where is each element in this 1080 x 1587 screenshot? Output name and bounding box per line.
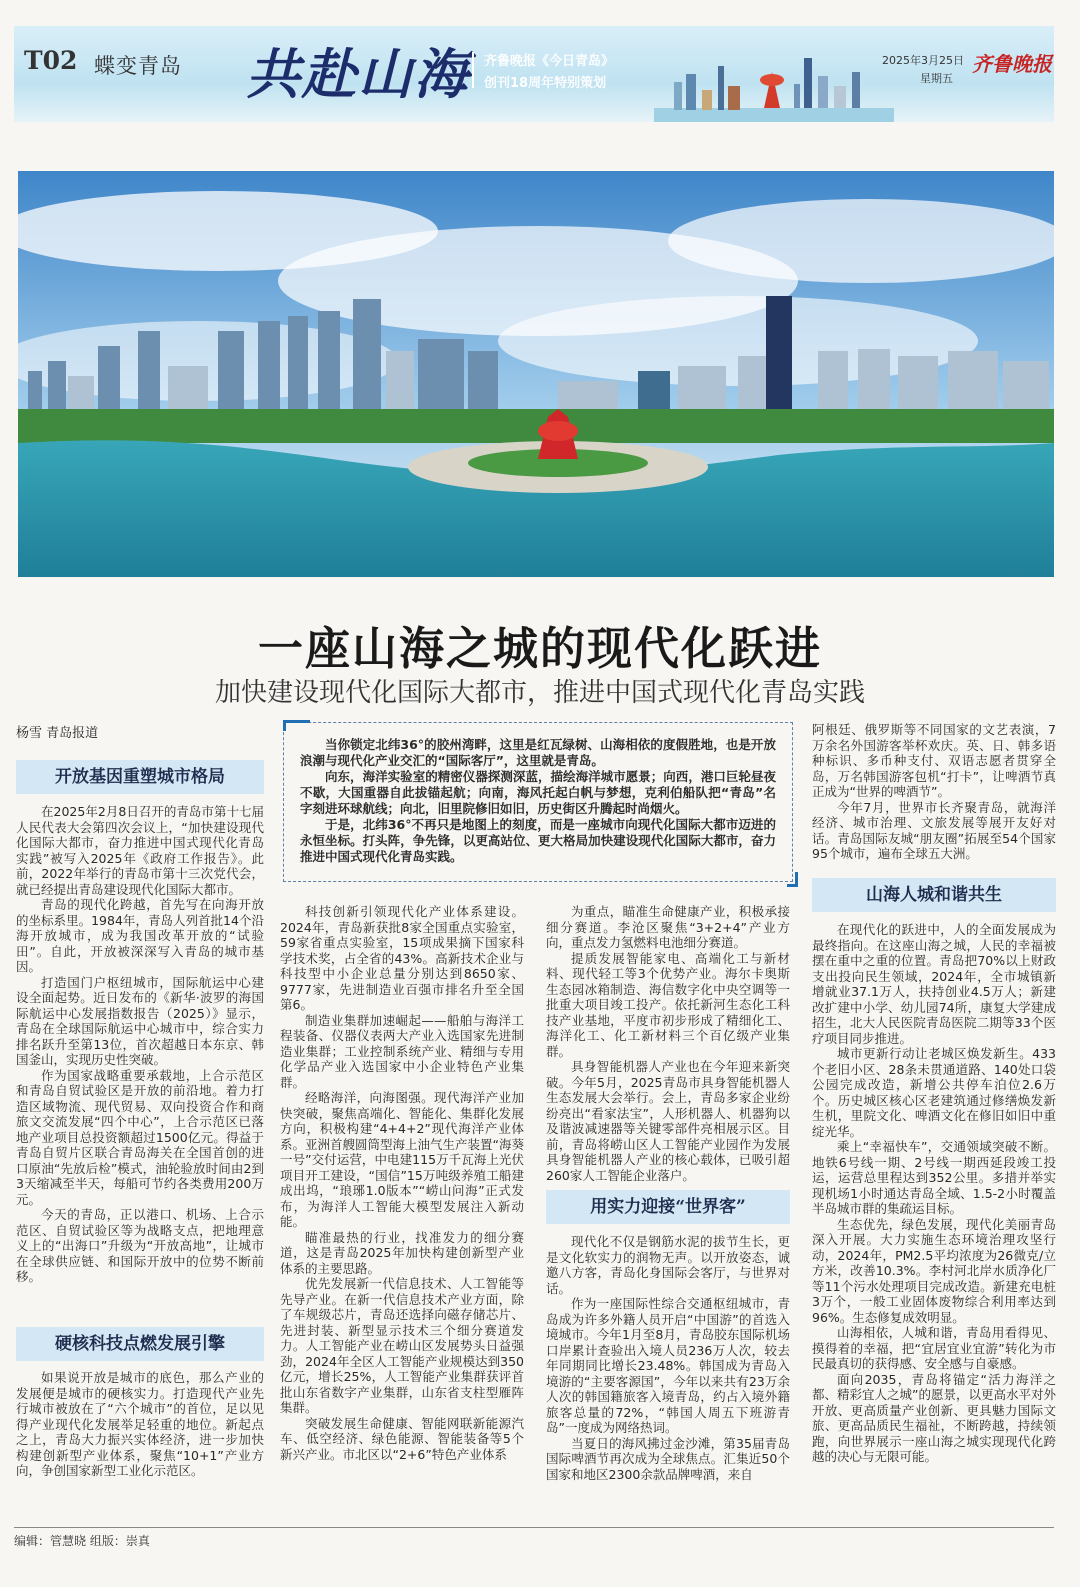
page-number: T02 [24,46,78,75]
paragraph: 在现代化的跃进中，人的全面发展成为最终指向。在这座山海之城，人民的幸福被摆在重中之重的位置。青岛把70%以上财政支出投向民生领域，2024年，全市城镇新增就业37.1万人，扶持创业4.5万人；新建改扩建中小学、幼儿园74所，康复大学建成招生，北大人民医院青岛医院二期等33个医疗项目同步推进。 [812,922,1056,1046]
paragraph: 今天的青岛，正以港口、机场、上合示范区、自贸试验区等为战略支点，把地理意义上的“出海口”升级为“开放高地”，让城市在全球供应链、和国际开放中的位势不断前移。 [16,1207,264,1284]
skyline-illustration [654,46,894,122]
paragraph: 如果说开放是城市的底色，那么产业的发展便是城市的硬核实力。打造现代产业先行城市被放在了“六个城市”的首位，足以见得产业现代化发展举足轻重的地位。新起点之上，青岛大力振兴实体经济，进一步加快构建创新型产业体系，聚焦“10+1”产业方向，争创国家新型工业化示范区。 [16,1370,264,1478]
calligraphy-title: 共赴山海 [246,42,470,106]
column-1-text [16,804,264,1316]
paragraph: 城市更新行动让老城区焕发新生。433个老旧小区、28条未贯通道路、140处口袋公园完成改造，新增公共停车泊位2.6万个。历史城区核心区老建筑通过修缮焕发新生机，里院文化、啤酒文化在修旧如旧中重绽光华。 [812,1046,1056,1139]
footer-credits: 编辑：管慧晓 组版：崇真 [14,1534,150,1548]
paragraph: 山海相依，人城和谐，青岛用看得见、摸得着的幸福，把“宜居宜业宜游”转化为市民最真切的获得感、安全感与自豪感。 [812,1325,1056,1371]
section-title-world: 用实力迎接“世界客” [546,1190,790,1224]
column-4-text-b [812,922,1056,1512]
section-title-tech: 硬核科技点燃发展引擎 [16,1327,264,1361]
city-photo [18,171,1054,577]
paragraph: 青岛的现代化跨越，首先写在向海开放的坐标系里。1984年，青岛人列首批14个沿海开放城市，成为我国改革开放的“试验田”。自此，开放被深深写入青岛的城市基因。 [16,897,264,974]
column-2-text [280,904,524,1510]
paragraph: 提质发展智能家电、高端化工与新材料、现代轻工等3个优势产业。海尔卡奥斯生态园冰箱制造、海信数字化中央空调等一批重大项目竣工投产。依托新河生态化工科技产业基地，平度市初步形成了精细化工、海洋化工、化工新材料三个百亿级产业集群。 [546,950,790,1059]
paragraph: 乘上“幸福快车”，交通领域突破不断。地铁6号线一期、2号线一期西延段竣工投运，运营总里程达到352公里。多措并举实现机场1小时通达青岛全域、1.5-2小时覆盖半岛城市群的集疏运目标。 [812,1139,1056,1216]
section-title-opening: 开放基因重塑城市格局 [16,760,264,794]
paragraph: 优先发展新一代信息技术、人工智能等先导产业。在新一代信息技术产业方面，除了车规级芯片，青岛还选择向磁存储芯片、先进封装、新型显示技术三个细分赛道发力。人工智能产业在崂山区发展势头日益强劲，2024年全区人工智能产业规模达到350亿元，增长25%，人工智能产业集群获评首批山东省数字产业集群，山东省支柱型雁阵集群。 [280,1276,524,1415]
column-4-text [812,722,1056,868]
paragraph: 瞄准最热的行业，找准发力的细分赛道，这是青岛2025年加快构建创新型产业体系的主要思路。 [280,1229,524,1276]
paragraph: 制造业集群加速崛起——船舶与海洋工程装备、仪器仪表两大产业入选国家先进制造业集群；工业控制系统产业、精细与专用化学品产业入选国家中小企业特色产业集群。 [280,1012,524,1090]
intro-text [300,737,776,865]
masthead [14,26,1054,122]
intro-corner-decoration [283,720,310,731]
paragraph: 打造国门户枢纽城市，国际航运中心建设全面起势。近日发布的《新华·波罗的海国际航运中心发展指数报告（2025）》显示，青岛在全球国际航运中心城市中，综合实力排名跃升至第13位，首次超越日本东京、韩国釜山，实现历史性突破。 [16,974,264,1067]
paragraph: 现代化不仅是钢筋水泥的拔节生长，更是文化软实力的润物无声。以开放姿态，诚邀八方客，青岛化身国际会客厅，与世界对话。 [546,1234,790,1296]
paragraph: 作为国家战略重要承载地，上合示范区和青岛自贸试验区是开放的前沿地。着力打造区域物流、现代贸易、双向投资合作和商旅文交流发展“四个中心”，上合示范区已落地产业项目总投资额超过1500亿元。得益于青岛自贸片区联合青岛海关在全国首创的进口原油“先放后检”模式，油轮验放时间由2到3天缩减至半天，每船可节约各类费用200万元。 [16,1067,264,1207]
newspaper-logo: 齐鲁晚报 [972,52,1052,76]
column-3-text [546,904,790,1184]
newspaper-line-2: 创刊18周年特别策划 [484,76,607,91]
section-name: 蝶变青岛 [94,54,182,78]
paragraph: 突破发展生命健康、智能网联新能源汽车、低空经济、绿色能源、智能装备等5个新兴产业。市北区以“2+6”特色产业体系 [280,1415,524,1462]
paragraph: 阿根廷、俄罗斯等不同国家的文艺表演，7万余名外国游客举杯欢庆。英、日、韩多语种标识、多币种支付、双语志愿者贯穿全岛，万名韩国游客包机“打卡”，让啤酒节真正成为“世界的啤酒节”。 [812,722,1056,799]
paragraph: 为重点，瞄准生命健康产业，积极承接细分赛道。李沧区聚焦“3+2+4”产业方向，重点发力氢燃料电池细分赛道。 [546,904,790,950]
issue-weekday: 星期五 [920,72,953,85]
newspaper-line-1: 齐鲁晚报《今日青岛》 [484,54,615,69]
issue-date: 2025年3月25日 [882,54,964,67]
paragraph: 经略海洋，向海图强。现代海洋产业加快突破，聚焦高端化、智能化、集群化发展方向，积极构建“4+4+2”现代海洋产业体系。亚洲首艘圆筒型海上油气生产装置“海葵一号”交付运营，中电建115万千瓦海上光伏项目开工建设，“国信”15万吨级养殖工船建成出坞，“琅琊1.0版本”“崂山问海”正式发布，为海洋人工智能大模型发展注入新动能。 [280,1090,524,1229]
paragraph: 作为一座国际性综合交通枢纽城市，青岛成为许多外籍人员开启“中国游”的首选入境城市。今年1月至8月，青岛胶东国际机场口岸累计查验出入境人员236万人次，较去年同期同比增长23.48%。韩国成为青岛入境游的“主要客源国”，今年以来共有23万余人次的韩国籍旅客入境青岛，约占入境外籍旅客总量的72%，“韩国人周五下班游青岛”一度成为网络热词。 [546,1296,790,1435]
paragraph: 今年7月，世界市长齐聚青岛，就海洋经济、城市治理、文旅发展等展开友好对话。青岛国际友城“朋友圈”拓展至54个国家95个城市，遍布全球五大洲。 [812,799,1056,861]
intro-paragraph: 于是，北纬36°不再只是地图上的刻度，而是一座城市向现代化国际大都市迈进的永恒坐标。打头阵，争先锋，以更高站位、更大格局加快建设现代化国际大都市，奋力推进中国式现代化青岛实践。 [300,817,776,864]
paragraph: 具身智能机器人产业也在今年迎来新突破。今年5月，2025青岛市具身智能机器人生态发展大会举行。会上，青岛多家企业纷纷亮出“看家法宝”，人形机器人、机器狗以及谐波减速器等关键零部件亮相展示区。目前，青岛将崂山区人工智能产业园作为发展具身智能机器人产业的核心载体，已吸引超260家人工智能企业落户。 [546,1059,790,1183]
section-title-harmony: 山海人城和谐共生 [812,878,1056,912]
paragraph: 科技创新引领现代化产业体系建设。2024年，青岛新获批8家全国重点实验室，59家省重点实验室，15项成果摘下国家科学技术奖，占全省的43%。高新技术企业与科技型中小企业总量分别达到8650家、9777家，先进制造业百强市排名升至全国第6。 [280,904,524,1012]
masthead-divider [472,52,474,88]
intro-paragraph: 当你锁定北纬36°的胶州湾畔，这里是红瓦绿树、山海相依的度假胜地，也是开放浪潮与现代化产业交汇的“国际客厅”，这里就是青岛。 [300,737,776,768]
paragraph: 生态优先，绿色发展，现代化美丽青岛深入开展。大力实施生态环境治理攻坚行动，2024年，PM2.5平均浓度为26微克/立方米，改善10.3%。李村河北岸水质净化厂等11个污水处理项目完成改造。新建充电桩3万个，一般工业固体废物综合利用率达到96%。生态修复成效明显。 [812,1216,1056,1325]
column-1-text-b [16,1370,264,1510]
byline: 杨雪 青岛报道 [16,726,99,741]
paragraph: 当夏日的海风拂过金沙滩，第35届青岛国际啤酒节再次成为全球焦点。汇集近50个国家和地区2300余款品牌啤酒，来自 [546,1435,790,1482]
intro-paragraph: 向东，海洋实验室的精密仪器探测深蓝，描绘海洋城市愿景；向西，港口巨轮昼夜不歇，大国重器自此拔锚起航；向南，海风托起白帆与梦想，克利伯船队把“青岛”名字刻进环球航线；向北，旧里院修旧如旧，历史街区升腾起时尚烟火。 [300,769,776,816]
footer-divider [14,1527,1054,1528]
paragraph: 在2025年2月8日召开的青岛市第十七届人民代表大会第四次会议上，“加快建设现代化国际大都市，奋力推进中国式现代化青岛实践”被写入2025年《政府工作报告》。此前，2022年举行的青岛市第十三次党代会，就已经提出青岛建设现代化国际大都市。 [16,804,264,897]
column-3-text-b [546,1234,790,1510]
subheadline: 加快建设现代化国际大都市，推进中国式现代化青岛实践 [214,678,865,708]
paragraph: 面向2035，青岛将锚定“活力海洋之都、精彩宜人之城”的愿景，以更高水平对外开放、更高质量产业创新、更具魅力国际文旅、更高品质民生福祉，不断跨越，持续领跑，向世界展示一座山海之城实现现代化跨越的决心与无限可能。 [812,1371,1056,1464]
intro-corner-decoration [787,872,798,887]
headline: 一座山海之城的现代化跃进 [257,622,822,675]
